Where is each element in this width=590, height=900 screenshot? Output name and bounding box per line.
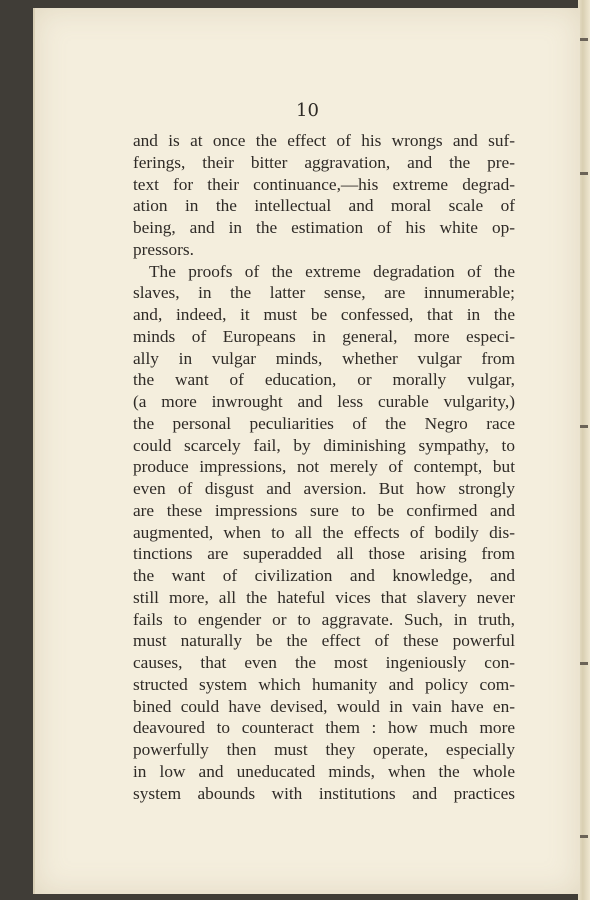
text-line: powerfully then must they operate, especially — [133, 740, 515, 759]
text-line: text for their continuance,—his extreme degrad- — [133, 174, 515, 194]
text-line: the want of civilization and knowledge, and — [133, 566, 515, 585]
body-text — [133, 130, 515, 804]
text-line: and, indeed, it must be confessed, that in the — [133, 305, 515, 324]
text-line: being, and in the estimation of his white op- — [133, 218, 515, 237]
text-line: structed system which humanity and policy com- — [133, 674, 515, 694]
text-line: augmented, when to all the effects of bodily dis- — [133, 522, 515, 542]
text-line: the want of education, or morally vulgar, — [133, 370, 515, 390]
text-line: ferings, their bitter aggravation, and the pre- — [133, 152, 515, 172]
text-line: (a more inwrought and less curable vulgarity,) — [133, 392, 515, 411]
text-line: slaves, in the latter sense, are innumerable; — [133, 283, 515, 303]
text-line: system abounds with institutions and practices — [133, 783, 515, 803]
book-page — [33, 8, 580, 894]
text-line: bined could have devised, would in vain have en- — [133, 696, 515, 716]
text-line: produce impressions, not merely of contempt, but — [133, 457, 515, 477]
text-line: ation in the intellectual and moral scale of — [133, 196, 515, 216]
text-line: The proofs of the extreme degradation of the — [149, 261, 515, 281]
text-line: minds of Europeans in general, more especi- — [133, 326, 515, 346]
text-line: are these impressions sure to be confirmed and — [133, 500, 515, 520]
text-line: even of disgust and aversion. But how strongly — [133, 479, 515, 498]
text-line: could scarcely fail, by diminishing sympathy, to — [133, 435, 515, 455]
text-line: in low and uneducated minds, when the whole — [133, 761, 515, 781]
text-line: tinctions are superadded all those arising from — [133, 544, 515, 564]
text-line: the personal peculiarities of the Negro race — [133, 413, 515, 433]
text-line: fails to engender or to aggravate. Such, in truth, — [133, 609, 515, 629]
text-line: causes, that even the most ingeniously con- — [133, 653, 515, 672]
text-line: and is at once the effect of his wrongs and suf- — [133, 131, 515, 150]
page-number: 10 — [296, 100, 319, 121]
text-line: still more, all the hateful vices that slavery never — [133, 587, 515, 607]
text-line: deavoured to counteract them : how much more — [133, 718, 515, 738]
text-line: must naturally be the effect of these powerful — [133, 631, 515, 651]
text-line: pressors. — [133, 239, 194, 259]
text-line: ally in vulgar minds, whether vulgar from — [133, 348, 515, 368]
